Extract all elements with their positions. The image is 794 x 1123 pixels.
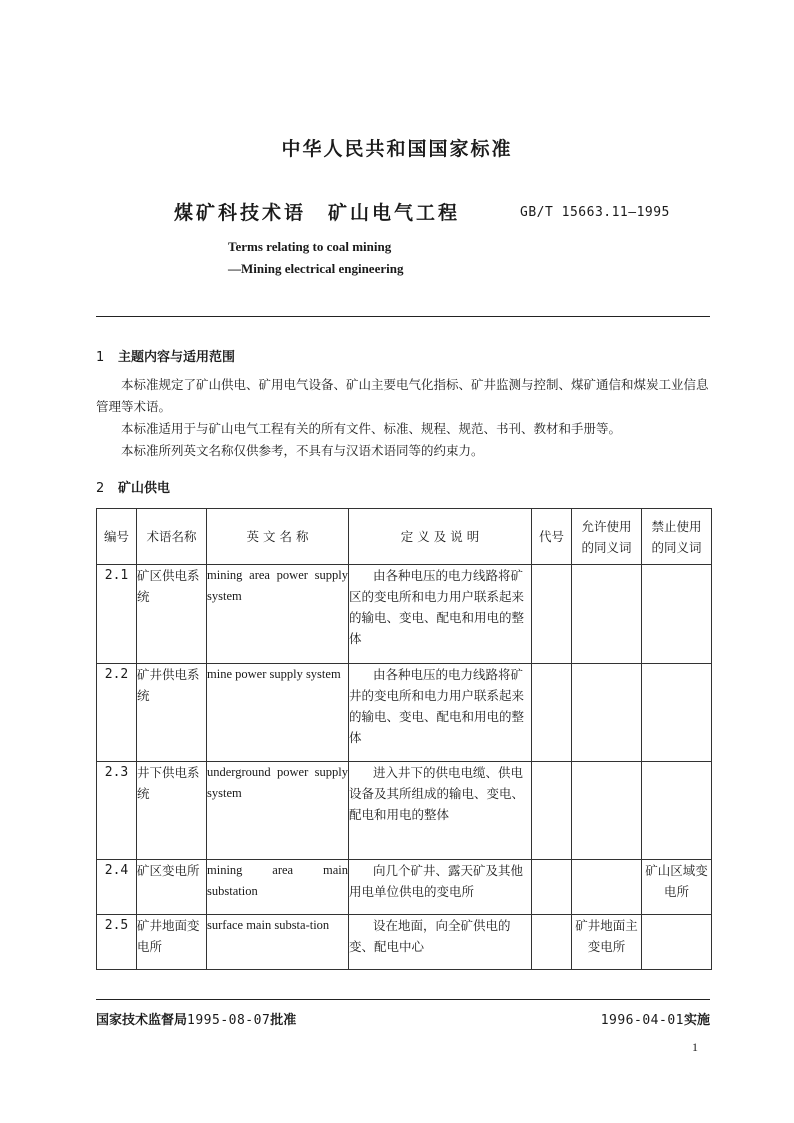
cell-code: [532, 762, 572, 860]
header-no: 编号: [97, 509, 137, 565]
cell-english: mining area main substation: [207, 860, 349, 915]
terms-table: [96, 508, 712, 970]
header-allowed-synonym: [572, 509, 642, 565]
cell-banned: [642, 565, 712, 664]
header-banned-line1: 禁止使用: [651, 518, 702, 534]
cell-no: 2.2: [97, 664, 137, 762]
cell-code: [532, 915, 572, 970]
header-english: 英 文 名 称: [207, 509, 349, 565]
document-title: [174, 198, 460, 225]
header-banned-synonym: [642, 509, 712, 565]
header-banned-line2: 的同义词: [651, 539, 702, 555]
cell-english: surface main substa-tion: [207, 915, 349, 970]
cell-code: [532, 565, 572, 664]
cell-banned: [642, 915, 712, 970]
section1-paragraph: 本标准所列英文名称仅供参考，不具有与汉语术语同等的约束力。: [121, 443, 484, 458]
header-definition: 定 义 及 说 明: [349, 509, 532, 565]
cell-english: mine power supply system: [207, 664, 349, 762]
cell-english: mining area power supply system: [207, 565, 349, 664]
definition-text: 进入井下的供电电缆、供电设备及其所组成的输电、变电、配电和用电的整体: [349, 765, 525, 822]
table-row: [97, 762, 712, 860]
cell-banned: 矿山区域变电所: [642, 860, 712, 915]
approval-line: [96, 1009, 296, 1028]
implementation-suffix: 实施: [683, 1013, 710, 1028]
section2-number: 2: [96, 481, 105, 496]
header-divider: [96, 316, 710, 317]
table-row: [97, 565, 712, 664]
cell-definition: [349, 860, 532, 915]
approval-org: 国家技术监督局: [96, 1013, 188, 1028]
table-row: [97, 915, 712, 970]
header-code: 代号: [532, 509, 572, 565]
cell-no: 2.1: [97, 565, 137, 664]
cell-term: 矿井供电系统: [137, 664, 207, 762]
cell-definition: [349, 664, 532, 762]
standard-code: GB/T 15663.11—1995: [520, 205, 670, 220]
section2-heading: [96, 477, 170, 496]
national-standard-heading: 中华人民共和国国家标准: [281, 138, 513, 160]
cell-term: 井下供电系统: [137, 762, 207, 860]
cell-allowed: [572, 565, 642, 664]
cell-definition: [349, 762, 532, 860]
table-row: [97, 664, 712, 762]
section1-title: 主题内容与适用范围: [118, 350, 236, 365]
cell-no: 2.4: [97, 860, 137, 915]
cell-allowed: [572, 860, 642, 915]
cell-no: 2.5: [97, 915, 137, 970]
page-number: 1: [692, 1040, 698, 1054]
cell-banned: [642, 762, 712, 860]
header-allowed-line2: 的同义词: [581, 539, 632, 555]
cell-allowed: [572, 762, 642, 860]
section1-paragraph: 本标准适用于与矿山电气工程有关的所有文件、标准、规程、规范、书刊、教材和手册等。: [121, 421, 622, 436]
definition-text: 由各种电压的电力线路将矿区的变电所和电力用户联系起来的输电、变电、配电和用电的整体: [349, 568, 525, 646]
cell-allowed: 矿井地面主变电所: [572, 915, 642, 970]
definition-text: 设在地面，向全矿供电的变、配电中心: [349, 918, 511, 954]
document-title-part1: 煤矿科技术语: [174, 202, 307, 224]
definition-text: 由各种电压的电力线路将矿井的变电所和电力用户联系起来的输电、变电、配电和用电的整体: [349, 667, 525, 745]
approval-suffix: 批准: [270, 1013, 297, 1028]
cell-banned: [642, 664, 712, 762]
cell-term: 矿区供电系统: [137, 565, 207, 664]
section1-number: 1: [96, 350, 105, 365]
cell-term: 矿区变电所: [137, 860, 207, 915]
implementation-date: 1996-04-01: [600, 1013, 684, 1028]
cell-code: [532, 860, 572, 915]
cell-allowed: [572, 664, 642, 762]
cell-definition: [349, 565, 532, 664]
section1-body: [96, 374, 710, 462]
cell-term: 矿井地面变电所: [137, 915, 207, 970]
header-term: 术语名称: [137, 509, 207, 565]
implementation-line: [601, 1009, 710, 1028]
english-title-line2: —Mining electrical engineering: [228, 261, 404, 276]
english-title-line1: Terms relating to coal mining: [228, 239, 392, 254]
header-allowed-line1: 允许使用: [581, 518, 632, 534]
footer-divider: [96, 999, 710, 1000]
cell-definition: [349, 915, 532, 970]
cell-no: 2.3: [97, 762, 137, 860]
table-header-row: [97, 509, 712, 565]
section1-heading: [96, 346, 235, 365]
cell-code: [532, 664, 572, 762]
section1-paragraph: 本标准规定了矿山供电、矿用电气设备、矿山主要电气化指标、矿井监测与控制、煤矿通信和煤炭工业信息管理等术语。: [96, 377, 709, 414]
section2-title: 矿山供电: [118, 481, 171, 496]
document-title-part2: 矿山电气工程: [328, 202, 461, 224]
definition-text: 向几个矿井、露天矿及其他用电单位供电的变电所: [349, 863, 524, 899]
table-row: [97, 860, 712, 915]
cell-english: underground power supply system: [207, 762, 349, 860]
approval-date: 1995-08-07: [187, 1013, 271, 1028]
